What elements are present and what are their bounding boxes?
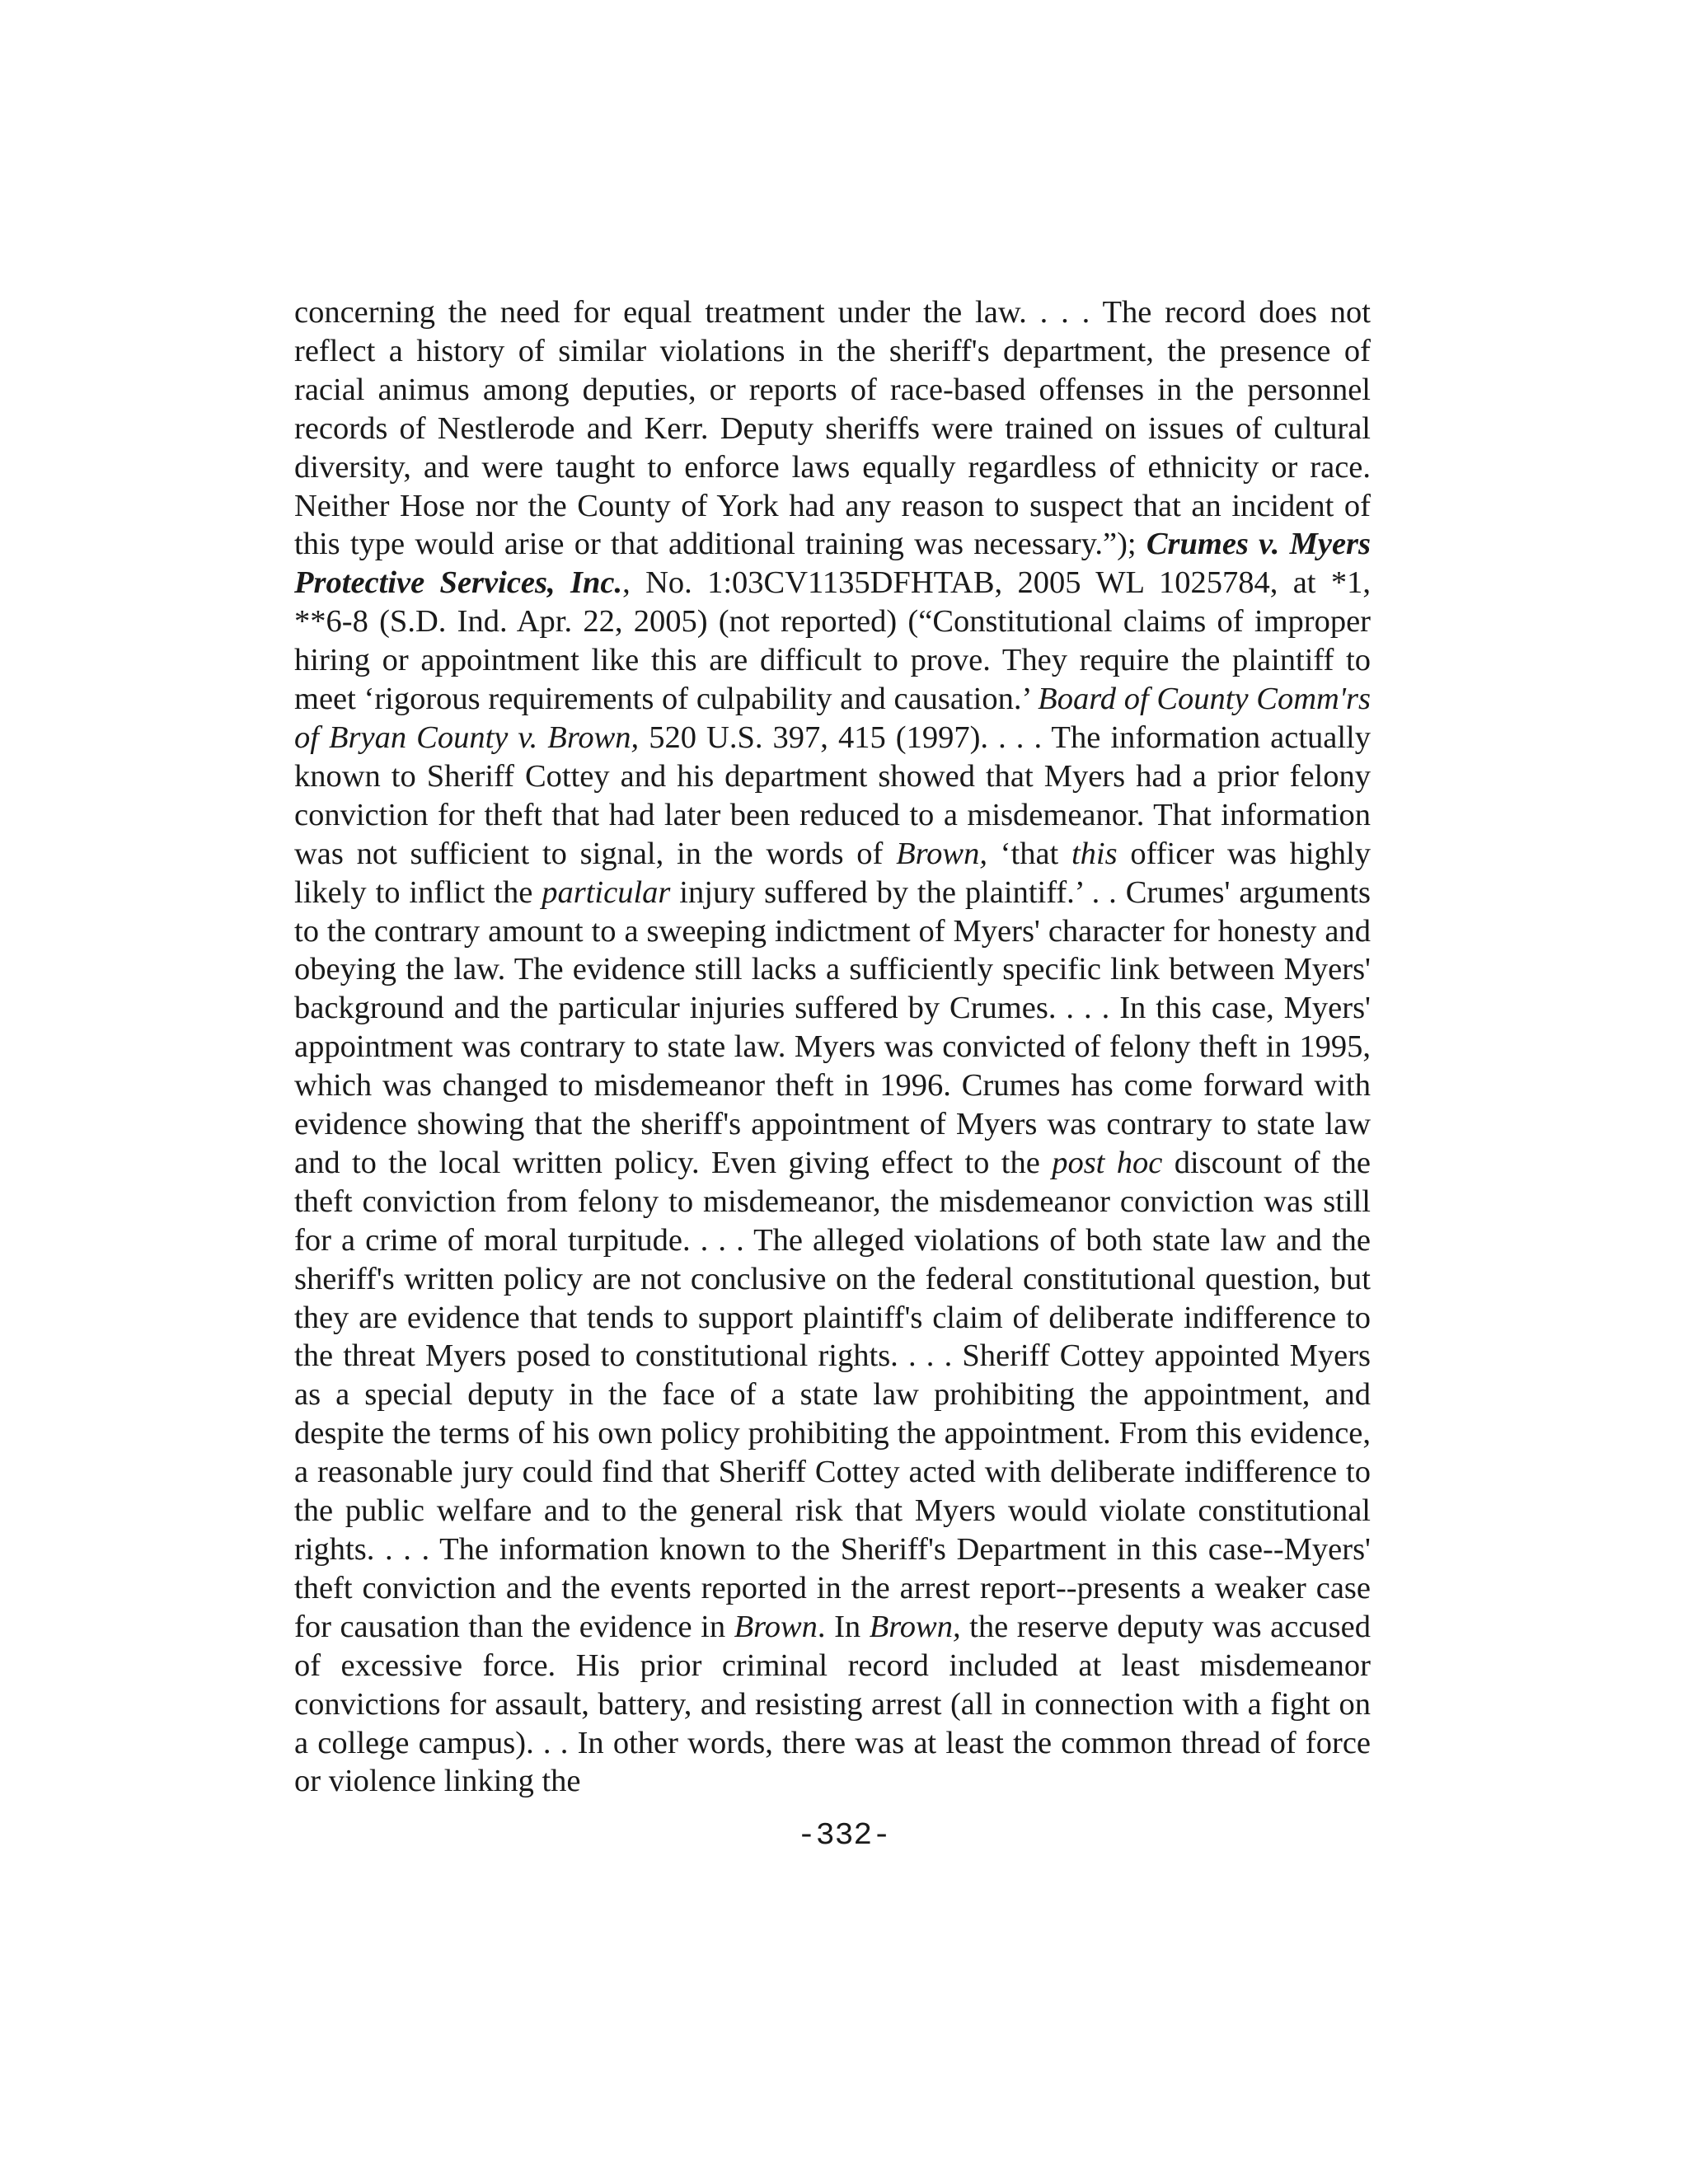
text-span: injury suffered by the plaintiff.’ . . Crumes' arguments to the contrary amount to a sweeping indictment of Myers' character for honesty and obeying the law. The evidence still lacks a sufficiently specific link between Myers' background and the particular injuries suffered by Crumes. . . . In this case, Myers' appointment was contrary to state law. Myers was convicted of felony theft in 1995, which was changed to misdemeanor theft in 1996. Crumes has come forward with evidence showing that the sheriff's appointment of Myers was contrary to state law and to the local written policy. Even giving effect to the: [294, 874, 1372, 1180]
body-paragraph: [294, 293, 1371, 1801]
case-name-bold-italic: Crumes v. Myers Protective Services, Inc.: [294, 527, 1372, 601]
text-span: officer was highly likely to inflict the: [294, 836, 1371, 910]
italic-text-span: Board of County Comm'rs of Bryan County v. Brown,: [294, 682, 1371, 755]
italic-text-span: Brown,: [869, 1609, 961, 1644]
italic-text-span: Brown: [734, 1609, 818, 1644]
text-span: , No. 1:03CV1135DFHTAB, 2005 WL 1025784, at *1, **6-8 (S.D. Ind. Apr. 22, 2005) (not reported) (“Constitutional claims of improper hiring or appointment like this are difficult to prove. They require the plaintiff to meet ‘rigorous requirements of culpability and causation.’: [294, 565, 1371, 717]
text-span: discount of the theft conviction from felony to misdemeanor, the misdemeanor conviction was still for a crime of moral turpitude. . . . The alleged violations of both state law and the sheriff's written policy are not conclusive on the federal constitutional question, but they are evidence that tends to support plaintiff's claim of deliberate indifference to the threat Myers posed to constitutional rights. . . . Sheriff Cottey appointed Myers as a special deputy in the face of a state law prohibiting the appointment, and despite the terms of his own policy prohibiting the appointment. From this evidence, a reasonable jury could find that Sheriff Cottey acted with deliberate indifference to the public welfare and to the general risk that Myers would violate constitutional rights. . . . The information known to the Sheriff's Department in this case--Myers' theft conviction and the events reported in the arrest report--presents a weaker case for causation than the evidence in: [294, 1145, 1371, 1644]
text-span: . In: [817, 1609, 870, 1644]
page-number: -332-: [796, 1818, 892, 1854]
italic-text-span: this: [1071, 836, 1118, 871]
text-span: ‘that: [987, 836, 1071, 871]
text-span: concerning the need for equal treatment under the law. . . . The record does not reflect a history of similar violations in the sheriff's department, the presence of racial animus among deputies, or reports of race-based offenses in the personnel records of Nestlerode and Kerr. Deputy sheriffs were trained on issues of cultural diversity, and were taught to enforce laws equally regardless of ethnicity or race. Neither Hose nor the County of York had any reason to suspect that an incident of this type would arise or that additional training was necessary.”);: [294, 295, 1371, 562]
text-span: 520 U.S. 397, 415 (1997). . . . The information actually known to Sheriff Cottey and his department showed that Myers had a prior felony conviction for theft that had later been reduced to a misdemeanor. That information was not sufficient to signal, in the words of: [294, 719, 1371, 871]
text-span: the reserve deputy was accused of excessive force. His prior criminal record included at least misdemeanor convictions for assault, battery, and resisting arrest (all in connection with a fight on a college campus). . . In other words, there was at least the common thread of force or violence linking the: [294, 1609, 1371, 1799]
italic-text-span: Brown,: [896, 836, 987, 871]
italic-text-span: post hoc: [1052, 1145, 1163, 1180]
italic-text-span: particular: [542, 874, 671, 910]
